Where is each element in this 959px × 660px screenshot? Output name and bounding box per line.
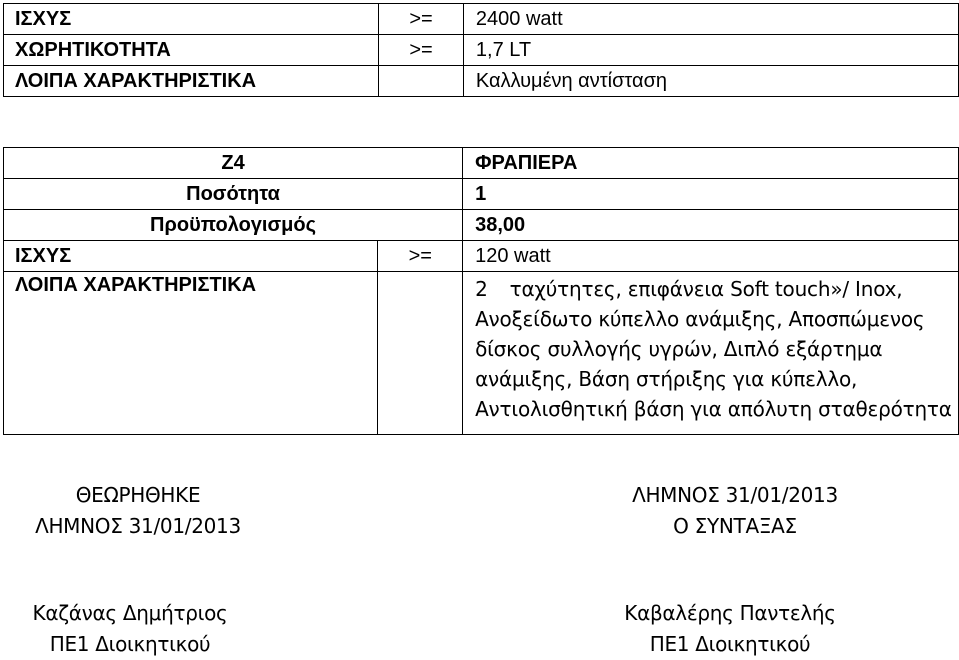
table-row <box>4 272 959 435</box>
signature-block-left <box>0 480 276 542</box>
quantity-value: 1 <box>463 179 959 210</box>
spec-operator: >= <box>379 35 464 66</box>
signatory-right <box>600 598 860 660</box>
spec-value: 1,7 LT <box>463 35 958 66</box>
table-row <box>4 66 959 97</box>
signatory-role: ΠΕ1 Διοικητικού <box>49 632 211 656</box>
signature-line2: Ο ΣΥΝΤΑΞΑΣ <box>673 514 797 538</box>
spec-value: Καλλυμένη αντίσταση <box>463 66 958 97</box>
features-line: δίσκος συλλογής υγρών, Διπλό εξάρτημα <box>475 337 883 361</box>
spec-label: ΧΩΡΗΤΙΚΟΤΗΤΑ <box>4 35 379 66</box>
budget-label: Προϋπολογισμός <box>4 210 463 241</box>
spec-value: 2400 watt <box>463 4 958 35</box>
spec-operator: >= <box>379 4 464 35</box>
signatory-role: ΠΕ1 Διοικητικού <box>649 632 811 656</box>
spec-label: ΙΣΧΥΣ <box>4 4 379 35</box>
signatory-name: Καζάνας Δημήτριος <box>32 601 228 625</box>
signature-line1: ΛΗΜΝΟΣ 31/01/2013 <box>632 483 838 507</box>
table-row <box>4 179 959 210</box>
table-row <box>4 4 959 35</box>
item-table-z4 <box>3 147 959 435</box>
features-operator-empty <box>378 272 463 435</box>
features-line: ανάμιξης, Βάση στήριξης για κύπελλο, <box>475 367 858 391</box>
signatory-name: Καβαλέρης Παντελής <box>624 601 836 625</box>
table-row <box>4 210 959 241</box>
features-description <box>463 272 959 435</box>
item-title: ΦΡΑΠΙΕΡΑ <box>463 148 959 179</box>
signature-block-right <box>610 480 860 542</box>
features-line: 2 ταχύτητες, επιφάνεια Soft touch»/ Inox, <box>475 277 903 301</box>
power-value: 120 watt <box>463 241 959 272</box>
features-number: 2 <box>475 277 488 301</box>
table-row <box>4 35 959 66</box>
signatory-left <box>0 598 260 660</box>
table-row <box>4 241 959 272</box>
features-line: Αντιολισθητική βάση για απόλυτη σταθερότητα <box>475 397 952 421</box>
spec-operator <box>379 66 464 97</box>
signature-line1: ΘΕΩΡΗΘΗΚΕ <box>75 483 201 507</box>
specs-table-top <box>3 3 959 97</box>
item-code: Ζ4 <box>4 148 463 179</box>
budget-value: 38,00 <box>463 210 959 241</box>
table-row <box>4 148 959 179</box>
features-label: ΛΟΙΠΑ ΧΑΡΑΚΤΗΡΙΣΤΙΚΑ <box>4 272 378 435</box>
quantity-label: Ποσότητα <box>4 179 463 210</box>
power-label: ΙΣΧΥΣ <box>4 241 378 272</box>
signature-line2: ΛΗΜΝΟΣ 31/01/2013 <box>35 514 241 538</box>
spec-label: ΛΟΙΠΑ ΧΑΡΑΚΤΗΡΙΣΤΙΚΑ <box>4 66 379 97</box>
features-line: Ανοξείδωτο κύπελλο ανάμιξης, Αποσπώμενος <box>475 307 925 331</box>
power-operator: >= <box>378 241 463 272</box>
